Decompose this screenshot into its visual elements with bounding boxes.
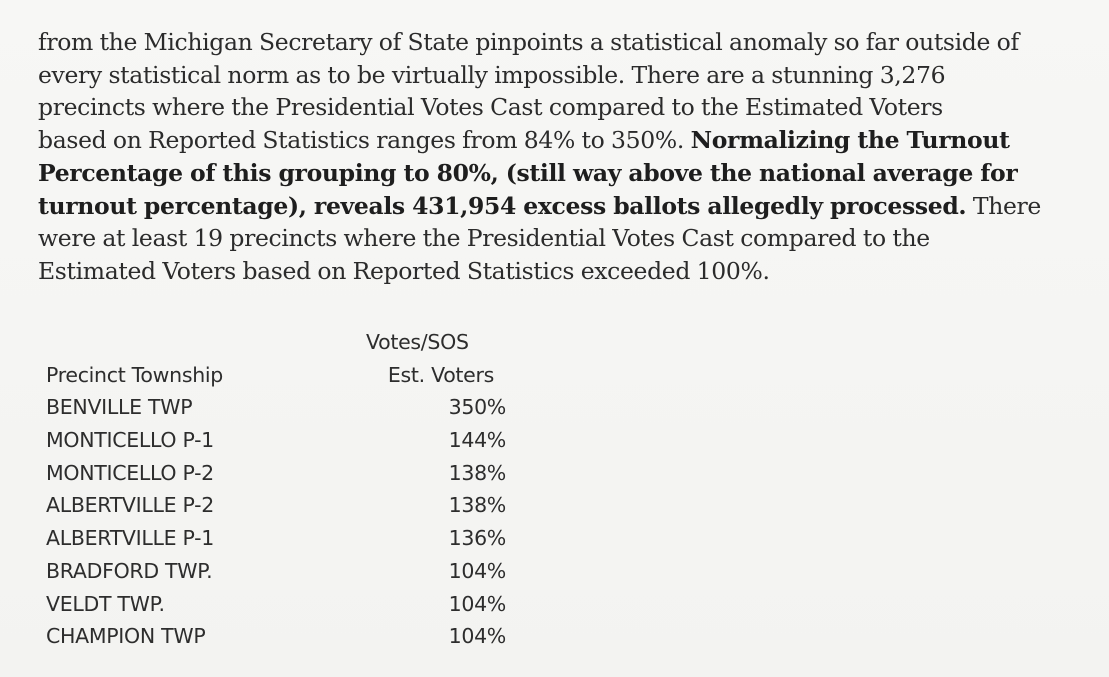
precinct-name: VELDT TWP. xyxy=(46,591,165,616)
text-segment: There xyxy=(966,191,1041,220)
table-row xyxy=(46,391,506,424)
precinct-name: BENVILLE TWP xyxy=(46,395,193,420)
table-row xyxy=(46,555,506,588)
bold-text-segment: Percentage of this grouping to 80%, (still way above the national average for xyxy=(38,158,1018,187)
header-votes-sos: Votes/SOS xyxy=(366,330,469,354)
precinct-percentage: 104% xyxy=(448,591,506,616)
precinct-table xyxy=(46,326,506,653)
table-row xyxy=(46,620,506,653)
precinct-percentage: 104% xyxy=(448,558,506,583)
bold-text-segment: turnout percentage), reveals 431,954 excess ballots allegedly processed. xyxy=(38,191,967,220)
paragraph-line xyxy=(38,124,1098,157)
text-segment: based on Reported Statistics ranges from 84% to 350%. xyxy=(38,126,691,155)
paragraph-line xyxy=(38,222,1098,255)
precinct-name: MONTICELLO P-2 xyxy=(46,460,214,485)
table-header-row xyxy=(46,359,506,392)
paragraph-line xyxy=(38,26,1098,59)
bold-text-segment: Normalizing the Turnout xyxy=(690,126,1010,155)
table-row xyxy=(46,457,506,490)
table-row xyxy=(46,588,506,621)
paragraph-line xyxy=(38,91,1098,124)
paragraph-line xyxy=(38,190,1098,223)
paragraph-line xyxy=(38,255,1098,288)
header-est-voters: Est. Voters xyxy=(387,362,494,387)
precinct-name: ALBERTVILLE P-2 xyxy=(46,493,214,518)
text-segment: were at least 19 precincts where the Presidential Votes Cast compared to the xyxy=(38,224,930,253)
precinct-name: ALBERTVILLE P-1 xyxy=(46,526,214,551)
table-row xyxy=(46,522,506,555)
precinct-percentage: 104% xyxy=(448,624,506,649)
text-segment: every statistical norm as to be virtually impossible. There are a stunning 3,276 xyxy=(38,60,946,89)
precinct-percentage: 350% xyxy=(448,395,506,420)
precinct-percentage: 138% xyxy=(448,493,506,518)
precinct-percentage: 136% xyxy=(448,526,506,551)
table-body xyxy=(46,391,506,653)
precinct-percentage: 138% xyxy=(448,460,506,485)
text-segment: Estimated Voters based on Reported Statistics exceeded 100%. xyxy=(38,256,770,285)
body-paragraph xyxy=(38,26,1098,288)
paragraph-line xyxy=(38,59,1098,92)
paragraph-line xyxy=(38,157,1098,190)
precinct-name: MONTICELLO P-1 xyxy=(46,428,214,453)
table-row xyxy=(46,424,506,457)
precinct-name: CHAMPION TWP xyxy=(46,624,206,649)
table-row xyxy=(46,489,506,522)
text-segment: precincts where the Presidential Votes Cast compared to the Estimated Voters xyxy=(38,93,943,122)
text-segment: from the Michigan Secretary of State pinpoints a statistical anomaly so far outside of xyxy=(38,28,1019,56)
header-precinct-township: Precinct Township xyxy=(46,362,223,387)
precinct-percentage: 144% xyxy=(448,428,506,453)
precinct-name: BRADFORD TWP. xyxy=(46,558,213,583)
table-header-top-row xyxy=(46,326,506,359)
